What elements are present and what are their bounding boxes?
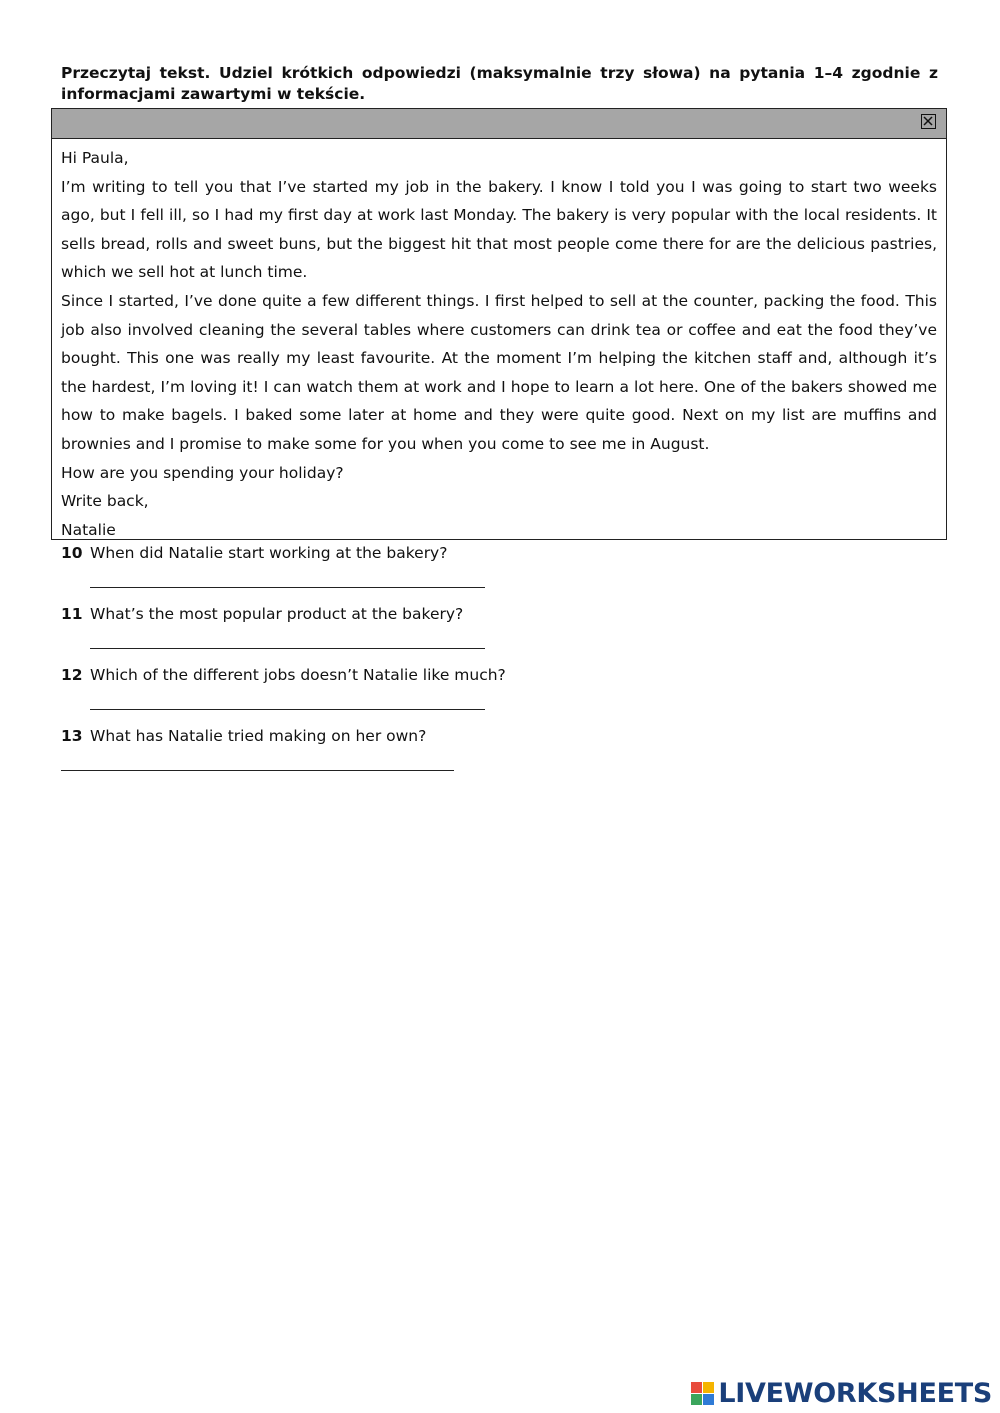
question-number: 11: [61, 605, 83, 623]
answer-field[interactable]: [90, 648, 485, 649]
question-text: Which of the different jobs doesn’t Natalie like much?: [90, 666, 506, 684]
question-item: [61, 541, 661, 602]
logo-square: [703, 1382, 714, 1393]
logo-text: LIVEWORKSHEETS: [718, 1377, 992, 1409]
email-header-bar: [52, 109, 946, 139]
email-paragraph-2: Since I started, I’ve done quite a few different things. I first helped to sell at the counter, packing the food. This job also involved cleaning the several tables where customers can drink tea or coffee and eat the food they’ve bought. This one was really my least favourite. At the moment I’m helping the kitchen staff and, although it’s the hardest, I’m loving it! I can watch them at work and I hope to learn a lot here. One of the bakers showed me how to make bagels. I baked some later at home and they were quite good. Next on my list are muffins and brownies and I promise to make some for you when you come to see me in August.: [61, 291, 937, 453]
question-number: 12: [61, 666, 83, 684]
answer-field[interactable]: [90, 587, 485, 588]
close-icon[interactable]: [921, 114, 936, 129]
email-paragraph-1: I’m writing to tell you that I’ve started my job in the bakery. I know I told you I was going to start two weeks ago, but I fell ill, so I had my first day at work last Monday. The bakery is very popular with the local residents. It sells bread, rolls and sweet buns, but the biggest hit that most people come there for are the delicious pastries, which we sell hot at lunch time.: [61, 177, 937, 282]
question-text: What’s the most popular product at the bakery?: [90, 605, 464, 623]
email-question: How are you spending your holiday?: [61, 463, 344, 482]
email-signoff: Write back,: [61, 492, 149, 511]
answer-field[interactable]: [61, 770, 454, 771]
question-number: 13: [61, 727, 83, 745]
question-item: [61, 724, 661, 785]
email-signature: Natalie: [61, 520, 116, 539]
questions-list: [61, 541, 661, 785]
logo-mark-icon: [691, 1382, 714, 1405]
question-number: 10: [61, 544, 83, 562]
logo-square: [691, 1394, 702, 1405]
instructions-text: Przeczytaj tekst. Udziel krótkich odpowiedzi (maksymalnie trzy słowa) na pytania 1–4 zgodnie z informacjami zawartymi w tekście.: [61, 64, 938, 103]
email-text-box: [51, 108, 947, 540]
question-item: [61, 663, 661, 724]
question-text: When did Natalie start working at the bakery?: [90, 544, 448, 562]
liveworksheets-logo: [691, 1378, 992, 1408]
logo-square: [703, 1394, 714, 1405]
answer-field[interactable]: [90, 709, 485, 710]
email-body: [52, 139, 946, 544]
question-text: What has Natalie tried making on her own?: [90, 727, 427, 745]
question-item: [61, 602, 661, 663]
logo-square: [691, 1382, 702, 1393]
email-greeting: Hi Paula,: [61, 149, 129, 167]
